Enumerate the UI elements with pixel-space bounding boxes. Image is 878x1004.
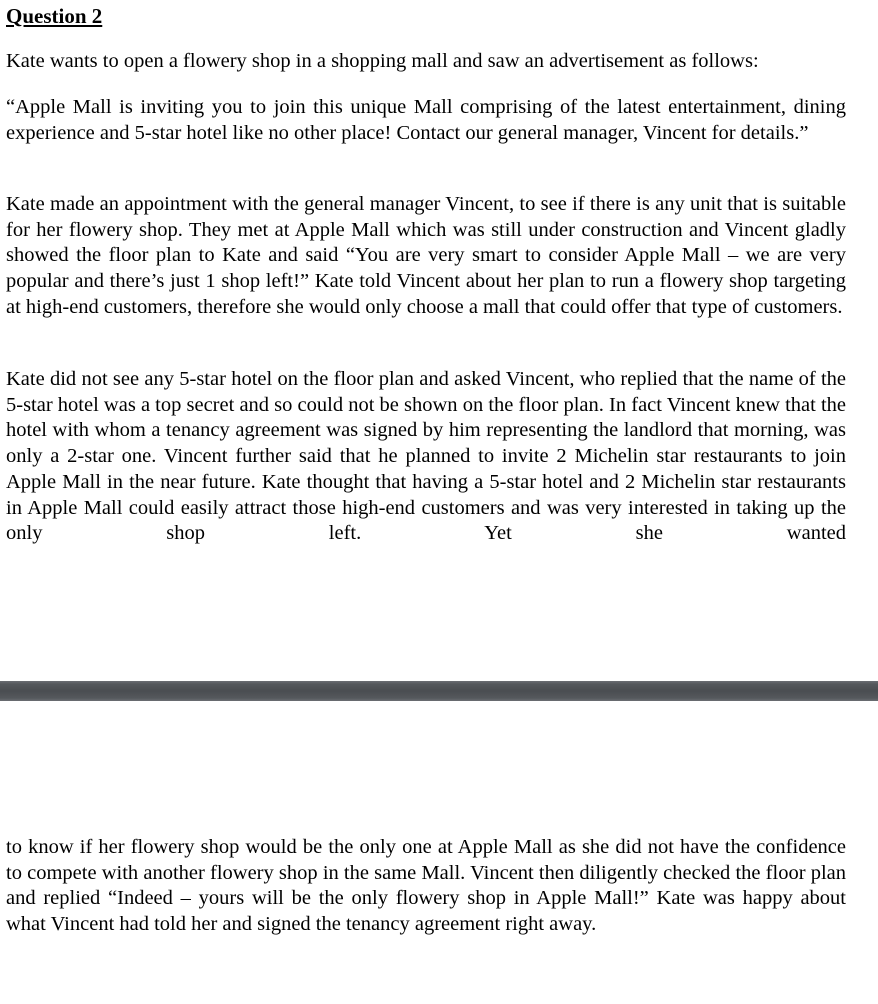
paragraph-hotel: Kate did not see any 5-star hotel on the floor plan and asked Vincent, who replied that the name of the 5-star hotel was a top secret and so could not be shown on the floor plan. In fact Vincent knew that the hotel with whom a tenancy agreement was signed by him representing the landlord that morning, was only a 2-star one. Vincent further said that he planned to invite 2 Michelin star restaurants to join Apple Mall in the near future. Kate thought that having a 5-star hotel and 2 Michelin star restaurants in Apple Mall could easily attract those high-end customers and was very interested in taking up the only shop left. Yet she wanted <box>6 368 846 545</box>
paragraph-intro: Kate wants to open a flowery shop in a shopping mall and saw an advertisement as follows: <box>6 50 759 72</box>
page-break-divider <box>0 681 878 701</box>
document-page-2 <box>0 701 878 1004</box>
paragraph-appointment: Kate made an appointment with the general manager Vincent, to see if there is any unit that is suitable for her flowery shop. They met at Apple Mall which was still under construction and Vincent gladly showed the floor plan to Kate and said “You are very smart to consider Apple Mall – we are very popular and there’s just 1 shop left!” Kate told Vincent about her plan to run a flowery shop targeting at high-end customers, therefore she would only choose a mall that could offer that type of customers. <box>6 193 846 318</box>
paragraph-advertisement: “Apple Mall is inviting you to join this unique Mall comprising of the latest entertainment, dining experience and 5-star hotel like no other place! Contact our general manager, Vincent for details.” <box>6 96 846 144</box>
question-title: Question 2 <box>6 4 103 28</box>
paragraph-continuation: to know if her flowery shop would be the only one at Apple Mall as she did not have the confidence to compete with another flowery shop in the same Mall. Vincent then diligently checked the floor plan and replied “Indeed – yours will be the only flowery shop in Apple Mall!” Kate was happy about what Vincent had told her and signed the tenancy agreement right away. <box>6 836 846 936</box>
